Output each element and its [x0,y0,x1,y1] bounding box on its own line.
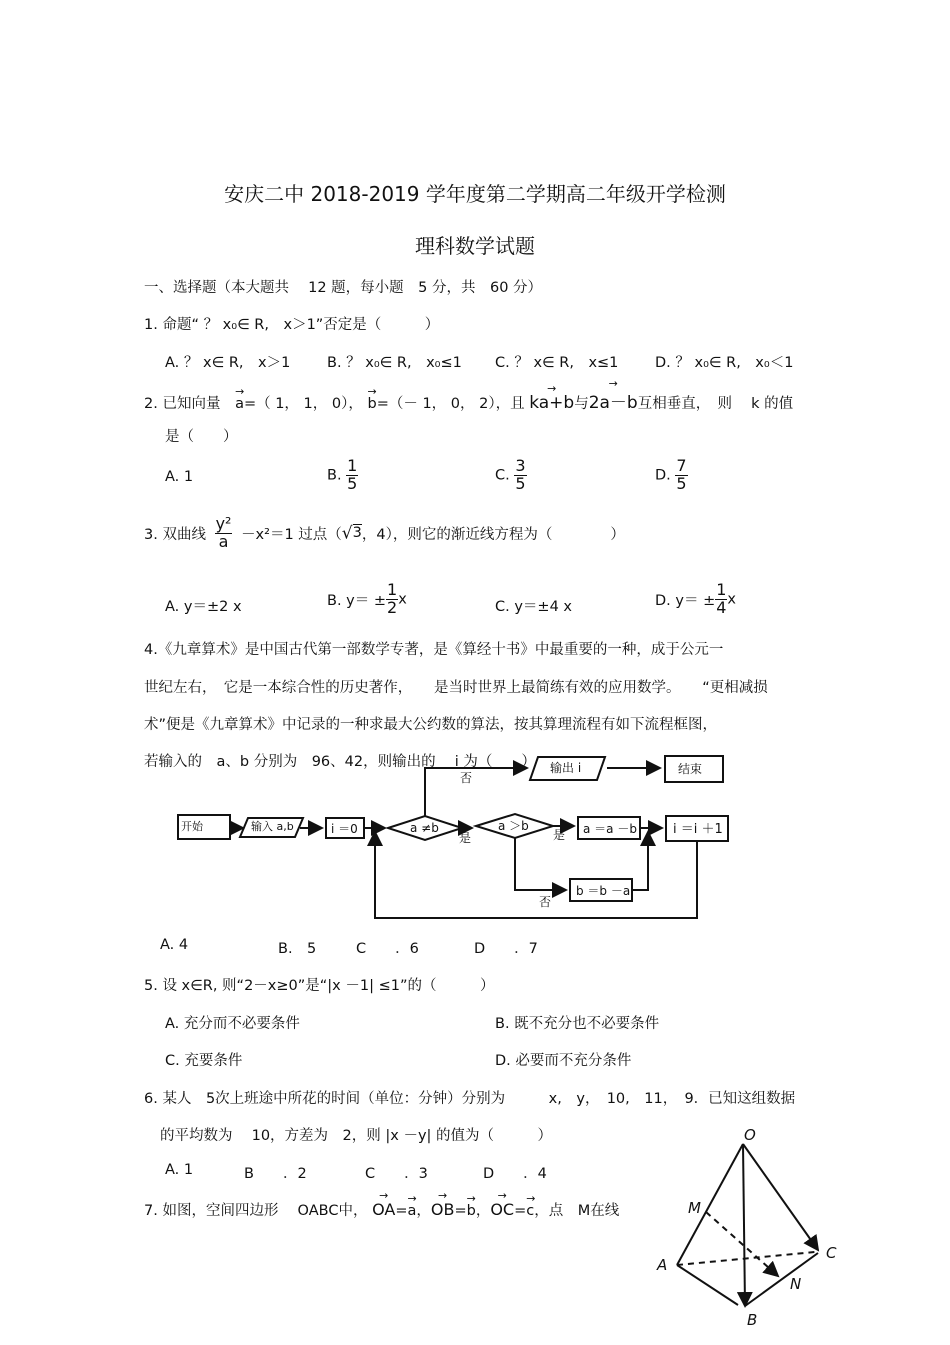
fig-label-O: O [744,1126,756,1144]
q2-expr-2: → 2a－b [589,388,638,413]
q7-vec-b: → b [467,1203,476,1219]
q4-option-d: D ．7 [474,941,538,957]
q7-text-1: 7. 如图，空间四边形 OABC中， [144,1203,368,1219]
flow-assign-a-text: a ＝a －b [583,822,637,836]
q3-text-3: ，4），则它的渐近线方程为（ ） [361,526,625,543]
fig-label-C: C [826,1244,837,1262]
flow-incr-text: i ＝i ＋1 [673,822,723,837]
q2-d-den: 5 [676,473,687,493]
q3-f-num: y² [215,514,232,533]
flow-output-text: 输出 i [550,761,582,775]
q5-option-d: D. 必要而不充分条件 [495,1053,632,1069]
fig-label-A: A [657,1256,668,1274]
fig-label-N: N [790,1275,802,1293]
q2-d-num: 7 [676,456,687,475]
flow-yes1: 是 [459,831,472,845]
q2-text-1: 2. 已知向量 [144,396,221,412]
q6-option-c: C ．3 [365,1166,428,1182]
flow-no1: 否 [460,771,473,785]
q4-line-4: 若输入的 a、b 分别为 96、42，则输出的 i 为（ ） [144,754,536,770]
q7-vec-ob: → OB [431,1200,455,1219]
q1-option-d: D. ？ x₀∈ R, x₀＜1 [655,355,794,371]
flow-yes2: 是 [553,828,566,842]
q5-option-c: C. 充要条件 [165,1053,243,1069]
q3-d-num: 1 [716,580,727,599]
q2-b-den: 5 [347,473,358,493]
q6-line-2: 的平均数为 10，方差为 2，则 |x －y| 的值为（ ） [160,1128,553,1144]
q7-comma1: ， [416,1203,431,1219]
q3-d-post: x [727,591,737,608]
q3-b-pre: B. y＝ ± [327,592,387,609]
q2-vector-a: → a [235,396,244,412]
q3-b-num: 1 [387,580,398,599]
q1-stem: 1. 命题“ ？ x₀∈ R, x＞1”否定是（ ） [144,317,440,333]
q7-vec-a: → a [407,1203,416,1219]
q1-option-c: C. ？ x∈ R, x≤1 [495,355,619,371]
q2-text-5: 互相垂直， 则 k 的值 [637,396,794,412]
q2-text-4: 与 [574,396,589,412]
q5-stem: 5. 设 x∈R, 则“2－x≥0”是“|x －1| ≤1”的（ ） [144,978,495,994]
flow-no2: 否 [539,895,552,909]
q5-option-b: B. 既不充分也不必要条件 [495,1016,660,1032]
flow-cond2-text: a ＞b [498,819,529,833]
q3-option-c: C. y＝±4 x [495,599,572,615]
flow-start-text: 开始 [181,820,203,833]
sqrt-icon: √ [341,523,353,544]
q6-option-b: B ．2 [244,1166,307,1182]
q4-line-1: 4.《九章算术》是中国古代第一部数学专著，是《算经十书》中最重要的一种，成于公元一 [144,642,724,658]
q7-vec-oa: → OA [372,1200,395,1219]
q2-stem-line2: 是（ ） [165,429,238,445]
q7-comma2: ， [475,1203,491,1219]
flow-input-text: 输入 a,b [251,820,294,833]
q2-b-label: B. [327,467,342,484]
q3-text-1: 3. 双曲线 [144,526,206,543]
q6-option-a: A. 1 [165,1162,194,1178]
q7-eq2: = [454,1203,467,1219]
q3-f-den: a [218,531,229,551]
q2-c-label: C. [495,467,510,484]
q3-b-den: 2 [387,597,398,617]
flow-assign-b-text: b ＝b －a [576,884,631,898]
q2-d-label: D. [655,467,671,484]
q3-option-a: A. y＝±2 x [165,599,242,615]
section-heading: 一、选择题（本大题共 12 题，每小题 5 分，共 60 分） [144,280,543,296]
q4-option-a: A. 4 [160,937,189,953]
q2-expr-1: → ka+b [529,393,574,413]
q7-eq3: = [514,1203,527,1219]
q2-vector-b: → b [367,396,376,412]
q7-vec-oc: → OC [490,1200,514,1219]
q3-sqrt-arg: 3 [352,525,362,542]
q3-text-2: －x²＝1 过点（ [241,526,342,543]
q5-option-a: A. 充分而不必要条件 [165,1016,300,1032]
q6-option-d: D ．4 [483,1166,547,1182]
q2-c-den: 5 [515,473,526,493]
q2-b-num: 1 [347,456,358,475]
q4-option-b: B. 5 [278,941,317,957]
q4-line-2: 世纪左右， 它是一本综合性的历史著作， 是当时世界上最简练有效的应用数学。 “更相减损 [144,680,768,696]
q1-option-b: B. ？ x₀∈ R, x₀≤1 [327,355,462,371]
q3-d-den: 4 [716,597,727,617]
q1-option-a: A. ？ x∈ R, x＞1 [165,355,291,371]
q7-stem [144,1199,619,1220]
q2-option-a: A. 1 [165,469,194,485]
q6-line-1: 6. 某人 5次上班途中所花的时间（单位：分钟）分别为 x, y， 10, 11， 9．已知这组数据 [144,1091,796,1107]
q3-d-pre: D. y＝ ± [655,592,716,609]
q2-c-num: 3 [515,456,526,475]
q4-line-3: 术”便是《九章算术》中记录的一种求最大公约数的算法，按其算理流程有如下流程框图， [144,717,718,733]
q7-text-2: ，点 M在线 [534,1203,620,1219]
fig-label-M: M [688,1199,701,1217]
q4-option-c: C ．6 [356,941,419,957]
q7-vec-c: → c [526,1203,534,1219]
flow-cond1-text: a ≠b [410,821,439,835]
flow-init-text: i ＝0 [331,822,358,836]
q2-text-3: =（－ 1， 0， 2），且 [376,396,525,412]
q3-b-post: x [398,591,407,608]
exam-subtitle: 理科数学试题 [415,234,535,258]
exam-title: 安庆二中 2018-2019 学年度第二学期高二年级开学检测 [224,182,726,206]
q7-eq1: = [395,1203,408,1219]
fig-label-B: B [747,1311,758,1329]
q2-text-2: =（ 1， 1， 0）， [243,396,363,412]
flow-end-text: 结束 [678,762,703,776]
